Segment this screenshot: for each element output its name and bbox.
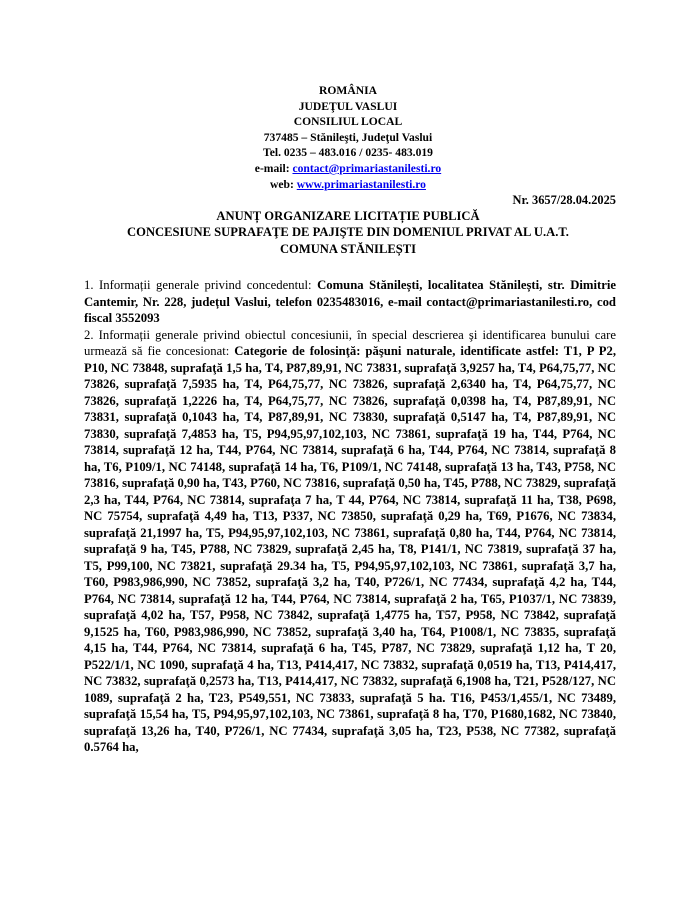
document-number: Nr. 3657/28.04.2025: [512, 193, 616, 207]
county-line: JUDEŢUL VASLUI: [298, 99, 398, 113]
web-line: [0, 177, 696, 193]
title-line-2: CONCESIUNE SUPRAFAŢE DE PAJIŞTE DIN DOMENIUL PRIVAT AL U.A.T.: [127, 225, 569, 240]
web-link[interactable]: www.primariastanilesti.ro: [296, 177, 426, 191]
title-line-3: COMUNA STĂNILEȘTI: [279, 241, 417, 256]
email-link[interactable]: contact@primariastanilesti.ro: [292, 161, 442, 175]
letterhead: [0, 83, 696, 192]
document-body: [84, 277, 616, 756]
announcement-title: [0, 208, 696, 257]
country-line: ROMÂNIA: [319, 84, 377, 97]
email-label: e-mail:: [254, 161, 290, 175]
email-line: [0, 161, 696, 177]
section-1-details: Comuna Stănilești, localitatea Stănilești, str. Dimitrie Cantemir, Nr. 228, județul Vaslui, telefon 0235483016, e-mail contact@primariastanilesti.ro, cod fiscal 3552093: [84, 278, 617, 325]
phone-line: Tel. 0235 – 483.016 / 0235- 483.019: [263, 146, 433, 160]
title-line-1: ANUNȚ ORGANIZARE LICITAȚIE PUBLICĂ: [216, 209, 480, 223]
section-1-paragraph: [84, 277, 616, 327]
web-label: web:: [270, 177, 294, 191]
section-1-lead: 1. Informații generale privind concedentul:: [84, 278, 312, 292]
address-line: 737485 – Stănileşti, Judeţul Vaslui: [263, 130, 433, 144]
section-2-details: Categorie de folosinţă: păşuni naturale, identificate astfel: T1, P P2, P10, NC 73848, suprafaţă 1,5 ha, T4, P87,89,91, NC 73831, suprafaţă 3,9257 ha, T4, P64,75,77, NC 73826, suprafaţă 7,5935 ha, T4, P64,75,77, NC 73826, suprafaţă 2,6340 ha, T4, P64,75,77, NC 73826, suprafaţă 1,2226 ha, T4, P64,75,77, NC 73826, suprafaţă 0,0398 ha, T4, P87,89,91, NC 73831, suprafaţă 0,1043 ha, T4, P87,89,91, NC 73830, suprafaţă 0,5147 ha, T4, P87,89,91, NC 73830, suprafaţă 7,4853 ha, T5, P94,95,97,102,103, NC 73861, suprafaţă 19 ha, T44, P764, NC 73814, suprafaţă 12 ha, T44, P764, NC 73814, suprafaţă 6 ha, T44, P764, NC 73814, suprafaţă 8 ha, T6, P109/1, NC 74148, suprafaţă 14 ha, T6, P109/1, NC 74148, suprafaţă 13 ha, T43, P758, NC 73816, suprafaţă 0,90 ha, T43, P760, NC 73816, suprafaţă 0,50 ha, T45, P788, NC 73829, suprafaţă 2,3 ha, T44, P764, NC 73814, suprafaţa 7 ha, T 44, P764, NC 73814, suprafaţă 11 ha, T38, P698, NC 75754, suprafaţă 4,49 ha, T13, P337, NC 73850, suprafaţă 0,29 ha, T69, P1676, NC 73834, suprafaţă 21,1997 ha, T5, P94,95,97,102,103, NC 73861, suprafaţă 0,80 ha, T44, P764, NC 73814, suprafaţă 9 ha, T45, P788, NC 73829, suprafaţă 2,45 ha, T8, P141/1, NC 73819, suprafaţă 37 ha, T5, P99,100, NC 73821, suprafaţă 29.34 ha, T5, P94,95,97,102,103, NC 73861, suprafaţă 3,7 ha, T60, P983,986,990, NC 73852, suprafaţă 3,2 ha, T40, P726/1, NC 77434, suprafaţă 4,2 ha, T44, P764, NC 73814, suprafaţă 12 ha, T44, P764, NC 73814, suprafaţă 2 ha, T65, P1037/1, NC 73839, suprafaţă 4,02 ha, T57, P958, NC 73842, suprafaţă 1,4775 ha, T57, P958, NC 73842, suprafaţă 9,1525 ha, T60, P983,986,990, NC 73852, suprafaţă 3,40 ha, T64, P1008/1, NC 73835, suprafaţă 4,15 ha, T44, P764, NC 73814, suprafaţă 6 ha, T45, P787, NC 73829, suprafaţă 1,12 ha, T 20, P522/1/1, NC 1090, suprafaţă 4 ha, T13, P414,417, NC 73832, suprafaţă 0,0519 ha, T13, P414,417, NC 73832, suprafaţă 0,2573 ha, T13, P414,417, NC 73832, suprafaţă 6,1908 ha, T21, P528/127, NC 1089, suprafaţă 2 ha, T23, P549,551, NC 73833, suprafaţă 5 ha. T16, P453/1,455/1, NC 73489, suprafaţă 15,54 ha, T5, P94,95,97,102,103, NC 73861, suprafaţă 8 ha, T70, P1680,1682, NC 73840, suprafaţă 13,26 ha, T40, P726/1, NC 77434, suprafaţă 3,05 ha, T23, P538, NC 77382, suprafaţă 0.5764 ha,: [84, 344, 617, 754]
section-2-paragraph: [84, 327, 616, 756]
council-line: CONSILIUL LOCAL: [293, 115, 403, 129]
section-2-lead: 2. Informații generale privind obiectul concesiunii, în special descrierea şi identificarea bunului care urmează să fie concesionat:: [84, 327, 616, 358]
